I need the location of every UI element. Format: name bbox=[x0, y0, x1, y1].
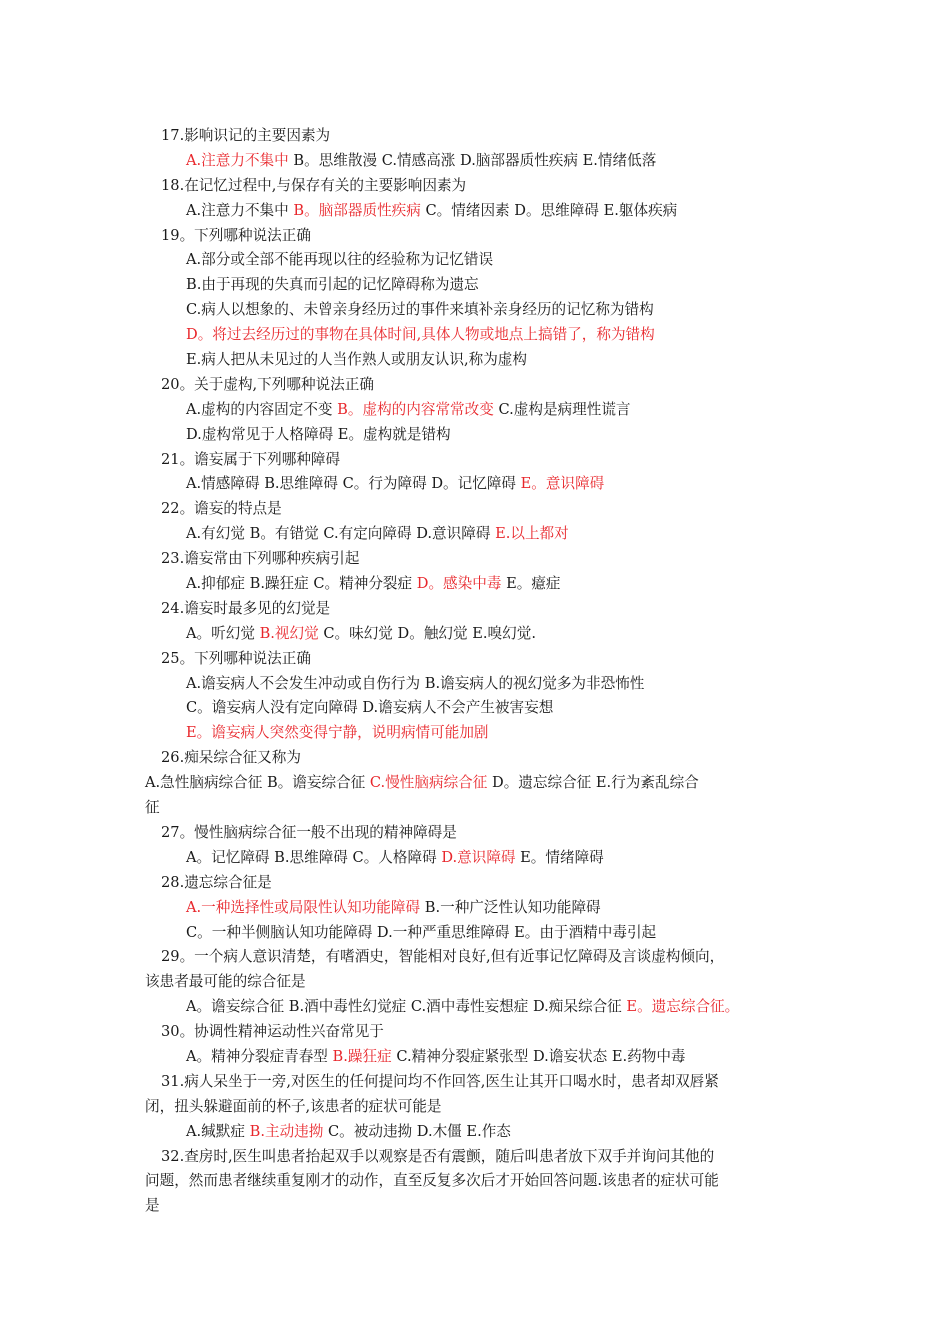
text-line bbox=[145, 1169, 817, 1194]
option-line bbox=[145, 323, 817, 348]
text-line bbox=[145, 1194, 817, 1219]
line-text: 26.痴呆综合征又称为 bbox=[161, 749, 301, 767]
text-line bbox=[145, 970, 817, 995]
line-text: 该患者最可能的综合征是 bbox=[145, 973, 306, 991]
question-line bbox=[145, 174, 817, 199]
option-line bbox=[145, 896, 817, 921]
option-line bbox=[145, 696, 817, 721]
question-line bbox=[145, 945, 817, 970]
correct-answer-text: C.慢性脑病综合征 bbox=[369, 774, 488, 792]
line-text: D.虚构常见于人格障碍 E。虚构就是错构 bbox=[186, 425, 451, 443]
question-line bbox=[145, 448, 817, 473]
option-line bbox=[145, 472, 817, 497]
option-line bbox=[145, 273, 817, 298]
option-line bbox=[145, 995, 817, 1020]
option-line bbox=[145, 398, 817, 423]
line-text: B。思维散漫 C.情感高涨 D.脑部器质性疾病 E.情绪低落 bbox=[288, 151, 657, 169]
question-line bbox=[145, 1070, 817, 1095]
line-text: 28.遗忘综合征是 bbox=[161, 873, 272, 891]
line-text: 31.病人呆坐于一旁,对医生的任何提问均不作回答,医生让其开口喝水时，患者却双唇紧 bbox=[161, 1072, 719, 1090]
line-text: 29。一个病人意识清楚，有嗜酒史，智能相对良好,但有近事记忆障碍及言谈虚构倾向， bbox=[161, 948, 725, 966]
correct-answer-text: D.意识障碍 bbox=[441, 848, 516, 866]
line-text: 23.谵妄常由下列哪种疾病引起 bbox=[161, 550, 360, 568]
question-line bbox=[145, 497, 817, 522]
option-line bbox=[145, 199, 817, 224]
text-line bbox=[145, 796, 817, 821]
line-text: C。被动违拗 D.木僵 E.作态 bbox=[323, 1122, 511, 1140]
line-text: A.部分或全部不能再现以往的经验称为记忆错误 bbox=[186, 251, 494, 269]
correct-answer-text: B.主动违拗 bbox=[249, 1122, 324, 1140]
correct-answer-text: E。意识障碍 bbox=[520, 475, 605, 493]
text-line bbox=[145, 1095, 817, 1120]
option-line bbox=[145, 298, 817, 323]
option-line bbox=[145, 1045, 817, 1070]
line-text: C。情绪因素 D。思维障碍 E.躯体疾病 bbox=[420, 201, 678, 219]
option-line bbox=[145, 149, 817, 174]
line-text: A.抑郁症 B.躁狂症 C。精神分裂症 bbox=[186, 575, 417, 593]
line-text: A.虚构的内容固定不变 bbox=[186, 400, 338, 418]
line-text: 问题，然而患者继续重复刚才的动作，直至反复多次后才开始回答问题.该患者的症状可能 bbox=[145, 1172, 719, 1190]
line-text: C。谵妄病人没有定向障碍 D.谵妄病人不会产生被害妄想 bbox=[186, 699, 554, 717]
text-line bbox=[145, 771, 817, 796]
line-text: A。精神分裂症青春型 bbox=[186, 1047, 333, 1065]
question-line bbox=[145, 224, 817, 249]
line-text: C.病人以想象的、未曾亲身经历过的事件来填补亲身经历的记忆称为错构 bbox=[186, 301, 654, 319]
line-text: A。记忆障碍 B.思维障碍 C。人格障碍 bbox=[186, 848, 442, 866]
line-text: A。听幻觉 bbox=[186, 624, 260, 642]
line-text: 32.查房时,医生叫患者抬起双手以观察是否有震颤，随后叫患者放下双手并询问其他的 bbox=[161, 1147, 715, 1165]
line-text: 25。下列哪种说法正确 bbox=[161, 649, 311, 667]
line-text: C.精神分裂症紧张型 D.谵妄状态 E.药物中毒 bbox=[391, 1047, 686, 1065]
line-text: A。谵妄综合征 B.酒中毒性幻觉症 C.酒中毒性妄想症 D.痴呆综合征 bbox=[186, 998, 627, 1016]
option-line bbox=[145, 423, 817, 448]
correct-answer-text: B.视幻觉 bbox=[259, 624, 319, 642]
correct-answer-text: B。虚构的内容常常改变 bbox=[337, 400, 494, 418]
line-text: 19。下列哪种说法正确 bbox=[161, 226, 311, 244]
line-text: C.虚构是病理性谎言 bbox=[493, 400, 631, 418]
question-line bbox=[145, 647, 817, 672]
option-line bbox=[145, 622, 817, 647]
correct-answer-text: A.注意力不集中 bbox=[186, 151, 289, 169]
question-line bbox=[145, 597, 817, 622]
exam-question-list bbox=[145, 124, 817, 1219]
correct-answer-text: D。将过去经历过的事物在具体时间,具体人物或地点上搞错了，称为错构 bbox=[186, 326, 655, 344]
question-line bbox=[145, 547, 817, 572]
line-text: 24.谵妄时最多见的幻觉是 bbox=[161, 599, 331, 617]
line-text: A.谵妄病人不会发生冲动或自伤行为 B.谵妄病人的视幻觉多为非恐怖性 bbox=[186, 674, 645, 692]
line-text: 闭，扭头躲避面前的杯子,该患者的症状可能是 bbox=[145, 1097, 442, 1115]
line-text: 20。关于虚构,下列哪种说法正确 bbox=[161, 375, 374, 393]
line-text: 27。慢性脑病综合征一般不出现的精神障碍是 bbox=[161, 823, 457, 841]
option-line bbox=[145, 672, 817, 697]
question-line bbox=[145, 821, 817, 846]
line-text: A.急性脑病综合征 B。谵妄综合征 bbox=[145, 774, 370, 792]
line-text: 21。谵妄属于下列哪种障碍 bbox=[161, 450, 341, 468]
option-line bbox=[145, 572, 817, 597]
correct-answer-text: D。感染中毒 bbox=[416, 575, 502, 593]
line-text: A.情感障碍 B.思维障碍 C。行为障碍 D。记忆障碍 bbox=[186, 475, 521, 493]
line-text: A.缄默症 bbox=[186, 1122, 250, 1140]
line-text: B.一种广泛性认知功能障碍 bbox=[420, 898, 601, 916]
line-text: A.有幻觉 B。有错觉 C.有定向障碍 D.意识障碍 bbox=[186, 525, 496, 543]
option-line bbox=[145, 348, 817, 373]
correct-answer-text: E.以上都对 bbox=[495, 525, 569, 543]
question-line bbox=[145, 746, 817, 771]
line-text: E。情绪障碍 bbox=[515, 848, 604, 866]
line-text: B.由于再现的失真而引起的记忆障碍称为遗忘 bbox=[186, 276, 479, 294]
question-line bbox=[145, 871, 817, 896]
question-line bbox=[145, 124, 817, 149]
question-line bbox=[145, 1020, 817, 1045]
option-line bbox=[145, 1120, 817, 1145]
line-text: 18.在记忆过程中,与保存有关的主要影响因素为 bbox=[161, 176, 467, 194]
question-line bbox=[145, 373, 817, 398]
correct-answer-text: E。遗忘综合征。 bbox=[626, 998, 740, 1016]
line-text: D。遗忘综合征 E.行为紊乱综合 bbox=[487, 774, 699, 792]
correct-answer-text: E。谵妄病人突然变得宁静，说明病情可能加剧 bbox=[186, 724, 489, 742]
line-text: 22。谵妄的特点是 bbox=[161, 500, 282, 518]
line-text: C。味幻觉 D。触幻觉 E.嗅幻觉. bbox=[318, 624, 536, 642]
line-text: 30。协调性精神运动性兴奋常见于 bbox=[161, 1023, 384, 1041]
option-line bbox=[145, 248, 817, 273]
line-text: E。癔症 bbox=[501, 575, 561, 593]
option-line bbox=[145, 846, 817, 871]
option-line bbox=[145, 721, 817, 746]
correct-answer-text: B。脑部器质性疾病 bbox=[293, 201, 421, 219]
question-line bbox=[145, 1145, 817, 1170]
correct-answer-text: B.躁狂症 bbox=[332, 1047, 392, 1065]
line-text: 征 bbox=[145, 799, 160, 817]
line-text: A.注意力不集中 bbox=[186, 201, 294, 219]
option-line bbox=[145, 921, 817, 946]
line-text: 17.影响识记的主要因素为 bbox=[161, 127, 331, 144]
line-text: C。一种半侧脑认知功能障碍 D.一种严重思维障碍 E。由于酒精中毒引起 bbox=[186, 923, 657, 941]
line-text: E.病人把从未见过的人当作熟人或朋友认识,称为虚构 bbox=[186, 351, 527, 369]
correct-answer-text: A.一种选择性或局限性认知功能障碍 bbox=[186, 898, 421, 916]
option-line bbox=[145, 522, 817, 547]
line-text: 是 bbox=[145, 1197, 160, 1215]
